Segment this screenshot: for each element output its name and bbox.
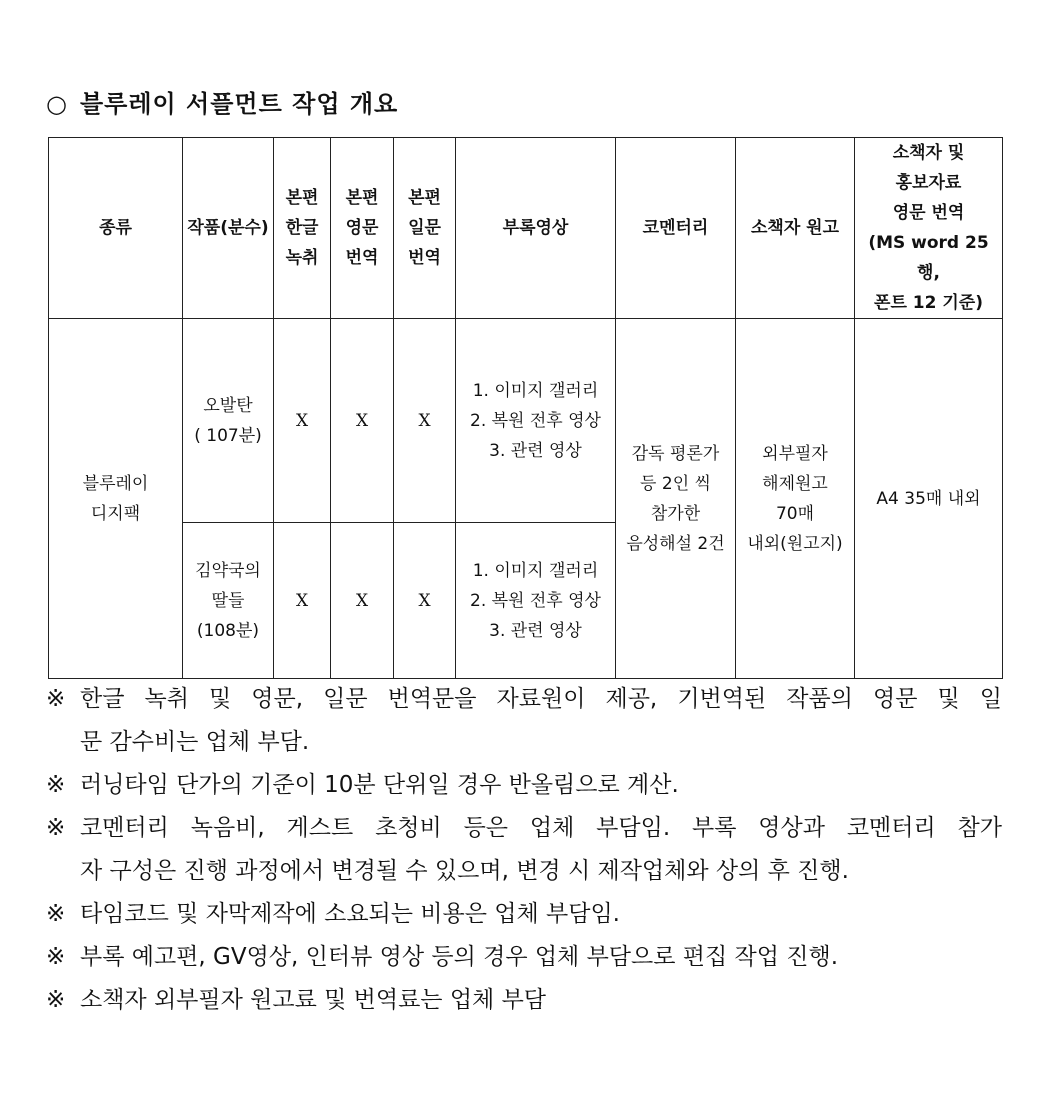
notes-list [46,678,1002,1022]
note-text: 소책자 외부필자 원고료 및 번역료는 업체 부담 [80,987,547,1013]
header-booklet-translation: 소책자 및 홍보자료 영문 번역 (MS word 25행, 폰트 12 기준) [855,138,1003,319]
reference-mark-icon: ※ [46,686,66,712]
note-text-continued: 자 구성은 진행 과정에서 변경될 수 있으며, 변경 시 제작업체와 상의 후 진행. [80,858,849,884]
header-work: 작품(분수) [183,138,274,319]
japanese-translation-cell: X [394,523,456,679]
note-text: 러닝타임 단가의 기준이 10분 단위일 경우 반올림으로 계산. [80,772,679,798]
header-korean-transcript: 본편 한글 녹취 [274,138,331,319]
note-item [46,807,1002,893]
bonus-video-cell: 1. 이미지 갤러리 2. 복원 전후 영상 3. 관련 영상 [456,523,616,679]
note-text: 코멘터리 녹음비, 게스트 초청비 등은 업체 부담임. 부록 영상과 코멘터리 참가 [80,815,1002,841]
header-bonus-video: 부록영상 [456,138,616,319]
note-item [46,678,1002,764]
note-text: 한글 녹취 및 영문, 일문 번역문을 자료원이 제공, 기번역된 작품의 영문 및 일 [80,686,1002,712]
note-item [46,893,1002,936]
commentary-cell: 감독 평론가 등 2인 씩 참가한 음성해설 2건 [616,319,736,679]
table-row [49,319,1003,523]
reference-mark-icon: ※ [46,815,66,841]
section-heading [46,84,398,119]
note-item [46,979,1002,1022]
reference-mark-icon: ※ [46,901,66,927]
booklet-translation-cell: A4 35매 내외 [855,319,1003,679]
note-text: 타임코드 및 자막제작에 소요되는 비용은 업체 부담임. [80,901,620,927]
english-translation-cell: X [331,319,394,523]
reference-mark-icon: ※ [46,772,66,798]
header-booklet: 소책자 원고 [736,138,855,319]
japanese-translation-cell: X [394,319,456,523]
note-item [46,764,1002,807]
bonus-video-cell: 1. 이미지 갤러리 2. 복원 전후 영상 3. 관련 영상 [456,319,616,523]
section-title: 블루레이 서플먼트 작업 개요 [79,90,399,118]
supplement-overview-table [48,137,1003,679]
note-item [46,936,1002,979]
header-english-translation: 본편 영문 번역 [331,138,394,319]
table-header-row [49,138,1003,319]
work-cell: 김약국의 딸들 (108분) [183,523,274,679]
circle-bullet-icon: ○ [46,90,68,118]
header-type: 종류 [49,138,183,319]
korean-transcript-cell: X [274,319,331,523]
type-cell: 블루레이 디지팩 [49,319,183,679]
note-text: 부록 예고편, GV영상, 인터뷰 영상 등의 경우 업체 부담으로 편집 작업 진행. [80,944,839,970]
reference-mark-icon: ※ [46,944,66,970]
english-translation-cell: X [331,523,394,679]
work-cell: 오발탄 ( 107분) [183,319,274,523]
korean-transcript-cell: X [274,523,331,679]
reference-mark-icon: ※ [46,987,66,1013]
header-japanese-translation: 본편 일문 번역 [394,138,456,319]
booklet-cell: 외부필자 해제원고 70매 내외(원고지) [736,319,855,679]
header-commentary: 코멘터리 [616,138,736,319]
note-text-continued: 문 감수비는 업체 부담. [80,729,310,755]
